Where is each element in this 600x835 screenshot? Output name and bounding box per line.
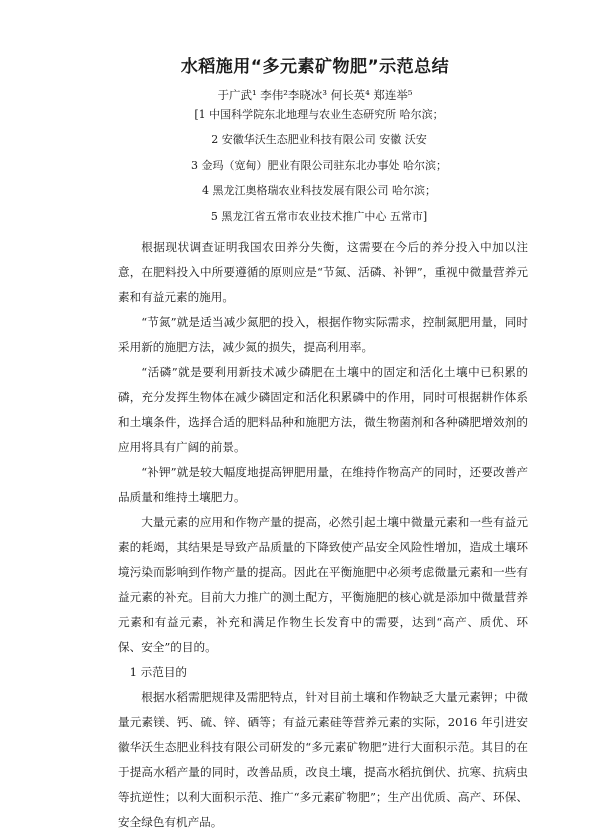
author-list: 于广武¹ 李伟²李晓冰³ 何长英⁴ 郑连举⁵ (217, 88, 413, 102)
affiliation-block (110, 102, 528, 229)
affiliation-line: 3 金玛（宽甸）肥业有限公司驻东北办事处 哈尔滨； (191, 158, 447, 172)
affiliation-line: 2 安徽华沃生态肥业科技有限公司 安徽 沃安 (211, 133, 427, 147)
body-text (118, 235, 528, 835)
intro-paragraph: 根据现状调查证明我国农田养分失衡，这需要在今后的养分投入中加以注意，在肥料投入中所要遵循的原则应是“节氮、活磷、补钾”，重视中微量营养元素和有益元素的施用。 (118, 240, 528, 305)
micronutrient-paragraph: 大量元素的应用和作物产量的提高，必然引起土壤中微量元素和一些有益元素的耗竭，其结果是导致产品质量的下降致使产品安全风险性增加，造成土壤环境污染而影响到作物产量的提高。因此在平衡施肥中必须考虑微量元素和一些有益元素的补充。目前大力推广的测土配方，平衡施肥的核心就是添加中微量营养元素和有益元素，补充和满足作物生长发育中的需要，达到“高产、质优、环保、安全”的目的。 (118, 515, 528, 655)
document-title: 水稻施用“多元素矿物肥”示范总结 (180, 57, 450, 77)
phosphorus-paragraph: “活磷”就是要利用新技术减少磷肥在土壤中的固定和活化土壤中已积累的磷，充分发挥生物体在减少磷固定和活化积累磷中的作用，同时可根据耕作体系和土壤条件，选择合适的肥料品种和施肥方法，微生物菌剂和各种磷肥增效剂的应用将具有广阔的前景。 (118, 365, 528, 455)
section-heading: 1 示范目的 (129, 665, 188, 680)
affiliation-line: 5 黑龙江省五常市农业技术推广中心 五常市] (210, 209, 428, 223)
affiliation-line: [1 中国科学院东北地理与农业生态研究所 哈尔滨； (194, 108, 444, 121)
affiliation-line: 4 黑龙江奥格瑞农业科技发展有限公司 哈尔滨； (202, 184, 436, 198)
nitrogen-paragraph: “节氮”就是适当减少氮肥的投入，根据作物实际需求，控制氮肥用量，同时采用新的施肥方法，减少氮的损失，提高利用率。 (118, 315, 528, 355)
potassium-paragraph: “补钾”就是较大幅度地提高钾肥用量，在维持作物高产的同时，还要改善产品质量和维持土壤肥力。 (118, 465, 528, 505)
section-paragraph: 根据水稻需肥规律及需肥特点，针对目前土壤和作物缺乏大量元素钾；中微量元素镁、钙、硫、锌、硒等；有益元素硅等营养元素的实际，2016 年引进安徽华沃生态肥业科技有限公司研发的“多元素矿物肥”进行大面积示范。其目的在于提高水稻产量的同时，改善品质，改良土壤，提高水稻抗倒伏、抗寒、抗病虫等抗逆性；以利大面积示范、推广“多元素矿物肥”；生产出优质、高产、环保、安全绿色有机产品。 (118, 690, 528, 830)
